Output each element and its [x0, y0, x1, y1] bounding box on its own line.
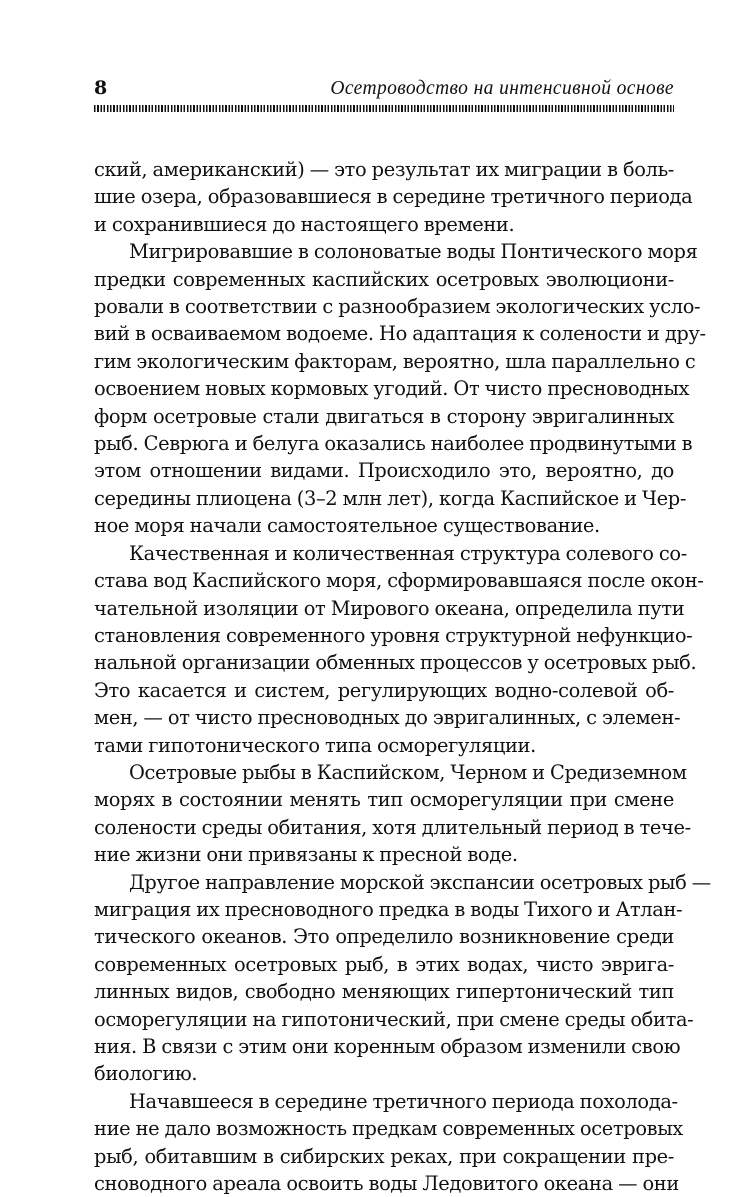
- text-line: Начавшееся в середине третичного периода похолода-: [129, 1089, 678, 1113]
- text-line: становления современного уровня структурной нефункцио-: [94, 623, 693, 647]
- text-line: ние жизни они привязаны к пресной воде.: [94, 843, 518, 867]
- paragraph: [94, 869, 711, 1088]
- text-line: солености среды обитания, хотя длительный период в тече-: [94, 815, 691, 839]
- book-page: [94, 74, 711, 1197]
- text-line: предки современных каспийских осетровых эволюциони-: [94, 267, 674, 291]
- text-line: форм осетровые стали двигаться в сторону эвригалинных: [94, 404, 674, 428]
- text-line: става вод Каспийского моря, сформировавшаяся после окон-: [94, 569, 704, 593]
- page-number: 8: [94, 77, 108, 99]
- paragraph: [94, 156, 693, 238]
- running-title: Осетроводство на интенсивной основе: [330, 78, 674, 99]
- text-line: Другое направление морской экспансии осетровых рыб —: [129, 870, 711, 894]
- text-line: современных осетровых рыб, в этих водах, чисто эвригa-: [94, 952, 674, 976]
- text-line: освоением новых кормовых угодий. От чисто пресноводных: [94, 377, 690, 401]
- text-line: середины плиоцена (3–2 млн лет), когда Каспийское и Чер-: [94, 486, 687, 510]
- paragraph: [94, 540, 704, 759]
- text-line: и сохранившиеся до настоящего времени.: [94, 212, 515, 236]
- text-line: морях в состоянии менять тип осморегуляции при смене: [94, 788, 674, 812]
- text-line: Это касается и систем, регулирующих водно-солевой об-: [94, 678, 674, 702]
- text-line: нальной организации обменных процессов у осетровых рыб.: [94, 651, 697, 675]
- text-line: биологию.: [94, 1062, 198, 1086]
- running-head: [94, 74, 674, 102]
- text-line: вий в осваиваемом водоеме. Но адаптация к солености и дру-: [94, 322, 706, 346]
- text-line: ное моря начали самостоятельное существование.: [94, 514, 600, 538]
- text-line: чательной изоляции от Мирового океана, определила пути: [94, 596, 685, 620]
- text-line: рыб, обитавшим в сибирских реках, при сокращении пре-: [94, 1144, 674, 1168]
- text-line: Качественная и количественная структура солевого со-: [129, 541, 687, 565]
- text-line: ровали в соответствии с разнообразием экологических усло-: [94, 295, 701, 319]
- paragraph: [94, 238, 706, 539]
- text-line: сноводного ареала освоить воды Ледовитого океана — они: [94, 1172, 679, 1196]
- text-line: ния. В связи с этим они коренным образом изменили свою: [94, 1035, 681, 1058]
- text-line: шие озера, образовавшиеся в середине третичного периода: [94, 185, 693, 209]
- text-line: рыб. Севрюга и белуга оказались наиболее продвинутыми в: [94, 432, 693, 456]
- text-line: миграция их пресноводного предка в воды Тихого и Атлан-: [94, 897, 683, 921]
- text-line: этом отношении видами. Происходило это, вероятно, до: [94, 459, 674, 483]
- text-line: Осетровые рыбы в Каспийском, Черном и Средиземном: [129, 760, 687, 784]
- text-line: линных видов, свободно меняющих гипертонический тип: [94, 980, 674, 1004]
- paragraph: [94, 759, 691, 869]
- text-line: ние не дало возможность предкам современных осетровых: [94, 1117, 683, 1141]
- text-line: гим экологическим факторам, вероятно, шла параллельно с: [94, 349, 696, 373]
- text-line: ский, американский) — это результат их миграции в боль-: [94, 158, 674, 181]
- text-line: осморегуляции на гипотонический, при смене среды обита-: [94, 1007, 694, 1031]
- text-line: тами гипотонического типа осморегуляции.: [94, 733, 536, 757]
- text-line: Мигрировавшие в солоноватые воды Понтического моря: [129, 240, 698, 264]
- body-text: [94, 156, 711, 1197]
- text-line: мен, — от чисто пресноводных до эвригалинных, с элемен-: [94, 706, 681, 730]
- text-line: тического океанов. Это определило возникновение среди: [94, 925, 674, 949]
- paragraph: [94, 1088, 683, 1197]
- header-rule: [94, 105, 674, 112]
